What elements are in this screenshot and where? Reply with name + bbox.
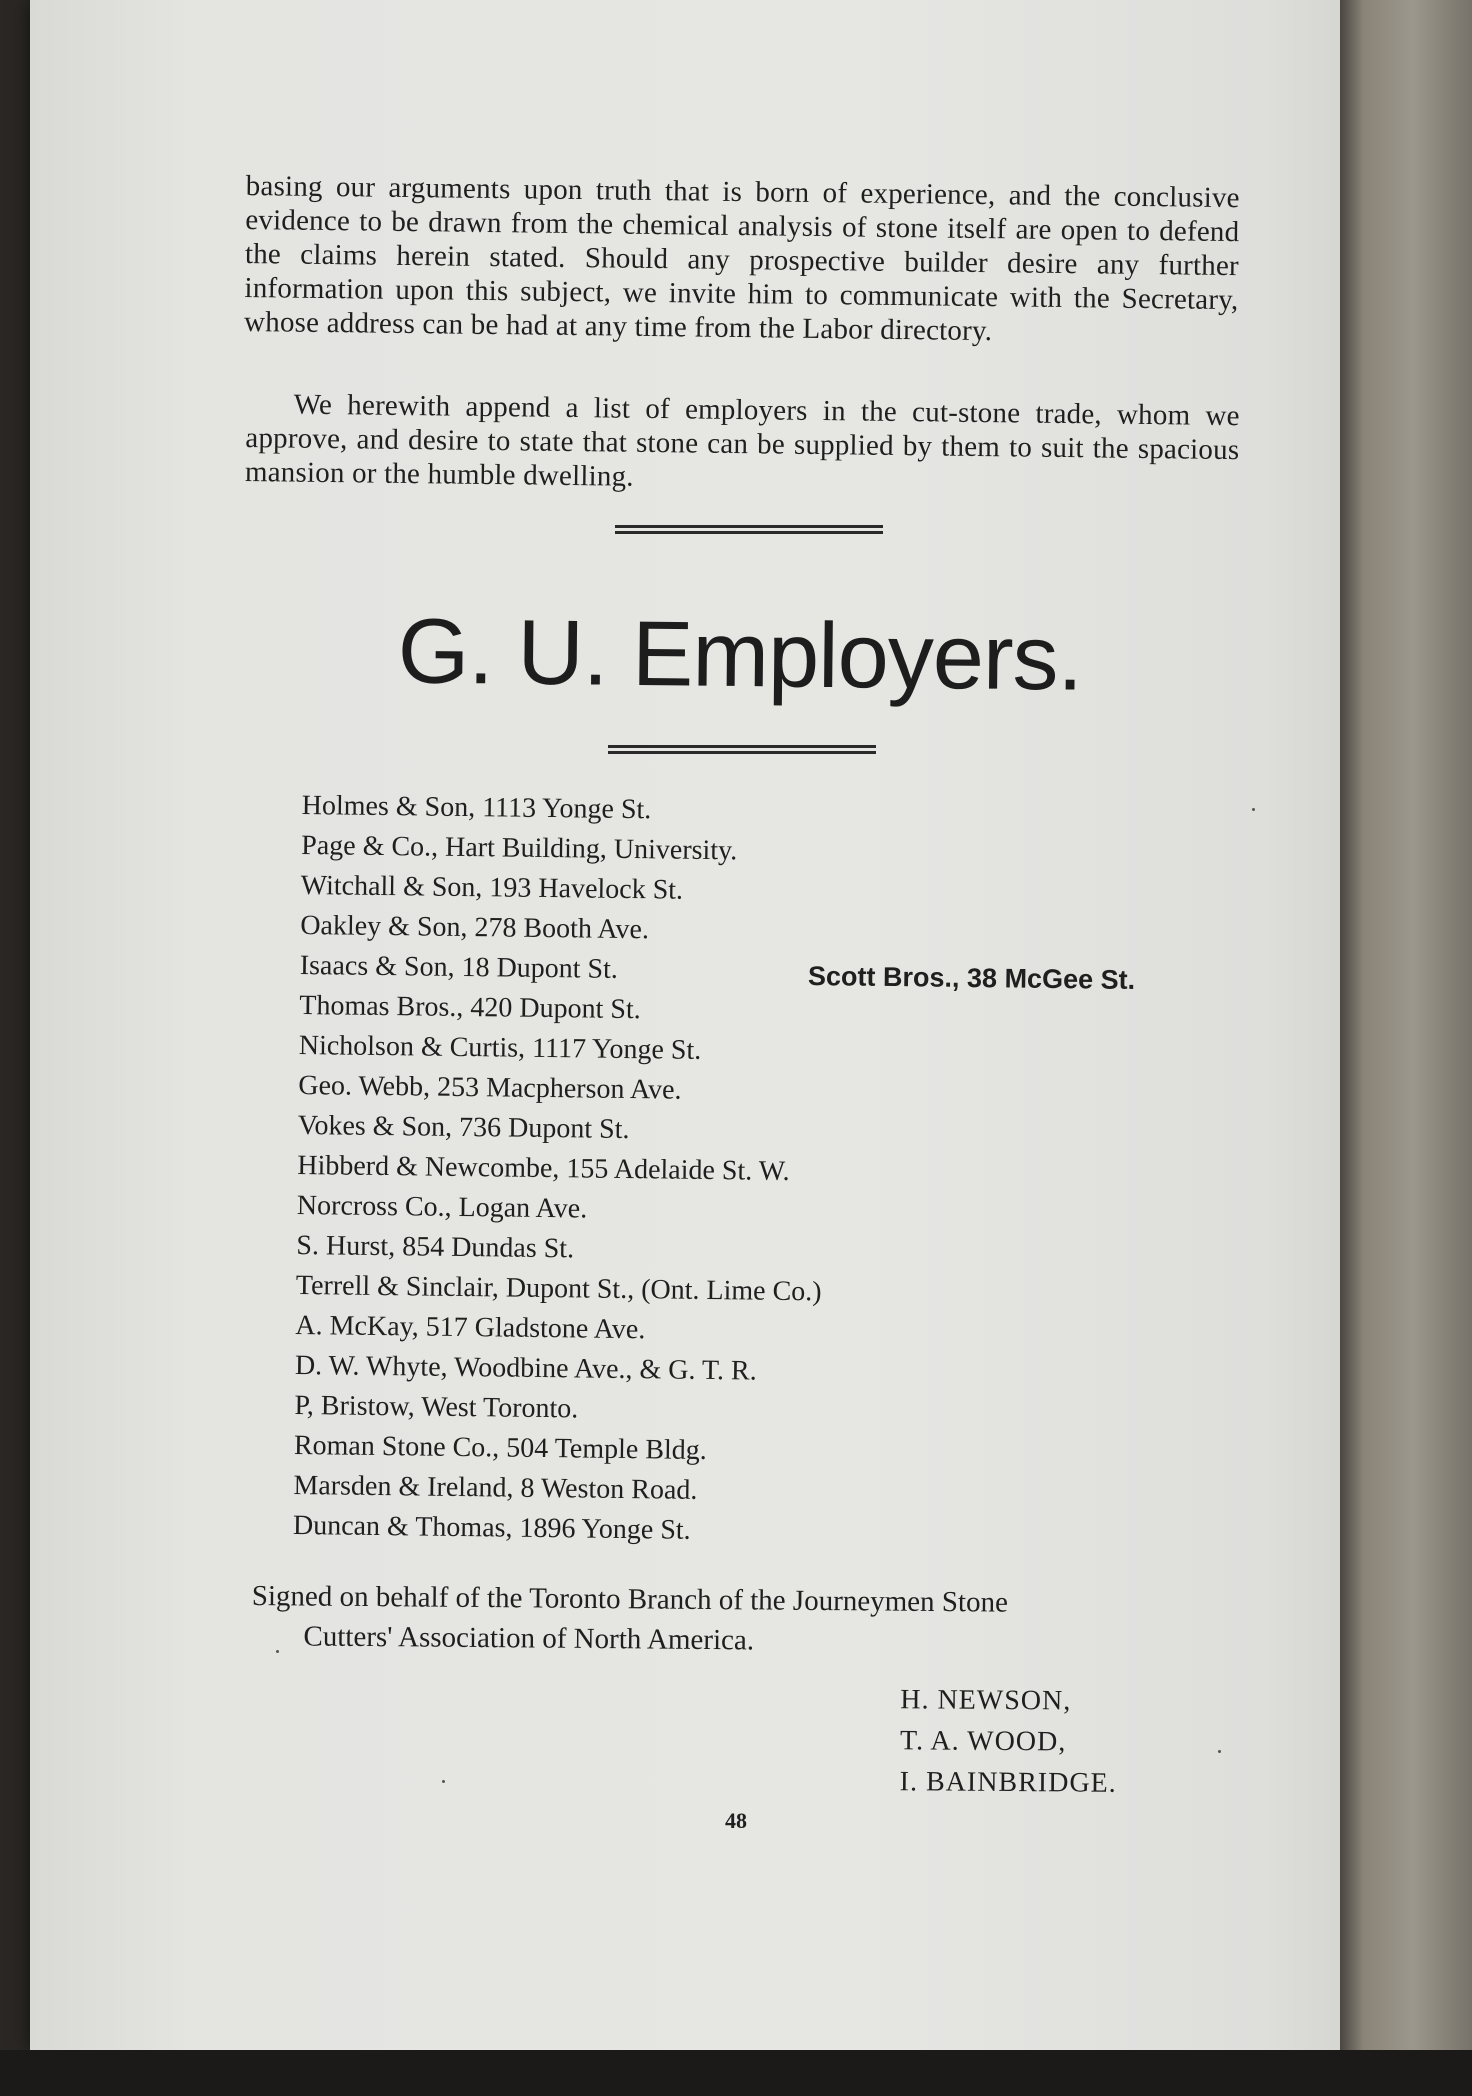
employer-item: Marsden & Ireland, 8 Weston Road.	[293, 1469, 698, 1506]
signer-name: T. A. WOOD,	[899, 1725, 1067, 1758]
employer-item: Vokes & Son, 736 Dupont St.	[297, 1109, 630, 1146]
intro-paragraph-1: basing our arguments upon truth that is born of experience, and the conclusive evidence to be drawn from the chemical analysis of stone itself are open to defend the claims herein stated. Should any prospective builder desire any further information upon this subject, we invite him to communicate with the Secretary, whose address can be had at any time from the Labor directory.	[243, 169, 1240, 348]
adjacent-page-edge	[1340, 0, 1472, 2096]
double-rule-bottom	[608, 745, 876, 754]
employer-item: Nicholson & Curtis, 1117 Yonge St.	[298, 1029, 702, 1066]
scan-shadow	[0, 2050, 1472, 2096]
employer-item: A. McKay, 517 Gladstone Ave.	[295, 1309, 646, 1346]
paper-speck	[1218, 1750, 1221, 1753]
page-number: 48	[725, 1808, 747, 1833]
document-page	[30, 0, 1400, 2050]
employer-added-entry: Scott Bros., 38 McGee St.	[807, 961, 1136, 995]
employer-item: Terrell & Sinclair, Dupont St., (Ont. Lime Co.)	[295, 1269, 822, 1308]
employer-item: S. Hurst, 854 Dundas St.	[296, 1229, 575, 1265]
signer-name: I. BAINBRIDGE.	[899, 1766, 1117, 1799]
double-rule-top	[615, 525, 883, 534]
paper-speck	[1252, 808, 1255, 811]
page-heading: G. U. Employers.	[397, 600, 1083, 710]
employer-item: Holmes & Son, 1113 Yonge St.	[301, 789, 652, 826]
employer-item: D. W. Whyte, Woodbine Ave., & G. T. R.	[294, 1349, 757, 1387]
signed-statement-line1: Signed on behalf of the Toronto Branch of the Journeymen Stone	[251, 1579, 1009, 1619]
employer-item: Thomas Bros., 420 Dupont St.	[299, 989, 641, 1026]
employer-item: Geo. Webb, 253 Macpherson Ave.	[298, 1069, 682, 1106]
employer-item: Roman Stone Co., 504 Temple Bldg.	[293, 1429, 707, 1466]
page-content	[30, 0, 1400, 2050]
employer-item: P, Bristow, West Toronto.	[294, 1389, 579, 1425]
paper-speck	[276, 1650, 279, 1653]
paper-speck	[442, 1780, 445, 1783]
signed-statement-line2: Cutters' Association of North America.	[303, 1620, 755, 1657]
employer-item: Norcross Co., Logan Ave.	[296, 1189, 588, 1225]
intro-paragraph-2: We herewith append a list of employers in the cut-stone trade, whom we approve, and desire to state that stone can be supplied by them to suit the spacious mansion or the humble dwelling.	[244, 388, 1240, 493]
signer-name: H. NEWSON,	[900, 1684, 1072, 1717]
employer-item: Isaacs & Son, 18 Dupont St.	[299, 949, 619, 985]
employer-list	[293, 786, 1022, 1555]
employer-item: Witchall & Son, 193 Havelock St.	[300, 869, 684, 906]
employer-item: Hibberd & Newcombe, 155 Adelaide St. W.	[297, 1149, 790, 1187]
employer-item: Duncan & Thomas, 1896 Yonge St.	[292, 1509, 691, 1546]
signers-block	[900, 1679, 1118, 1804]
employer-item: Page & Co., Hart Building, University.	[301, 829, 738, 867]
signed-statement	[251, 1576, 1232, 1665]
employer-item: Oakley & Son, 278 Booth Ave.	[300, 909, 650, 946]
